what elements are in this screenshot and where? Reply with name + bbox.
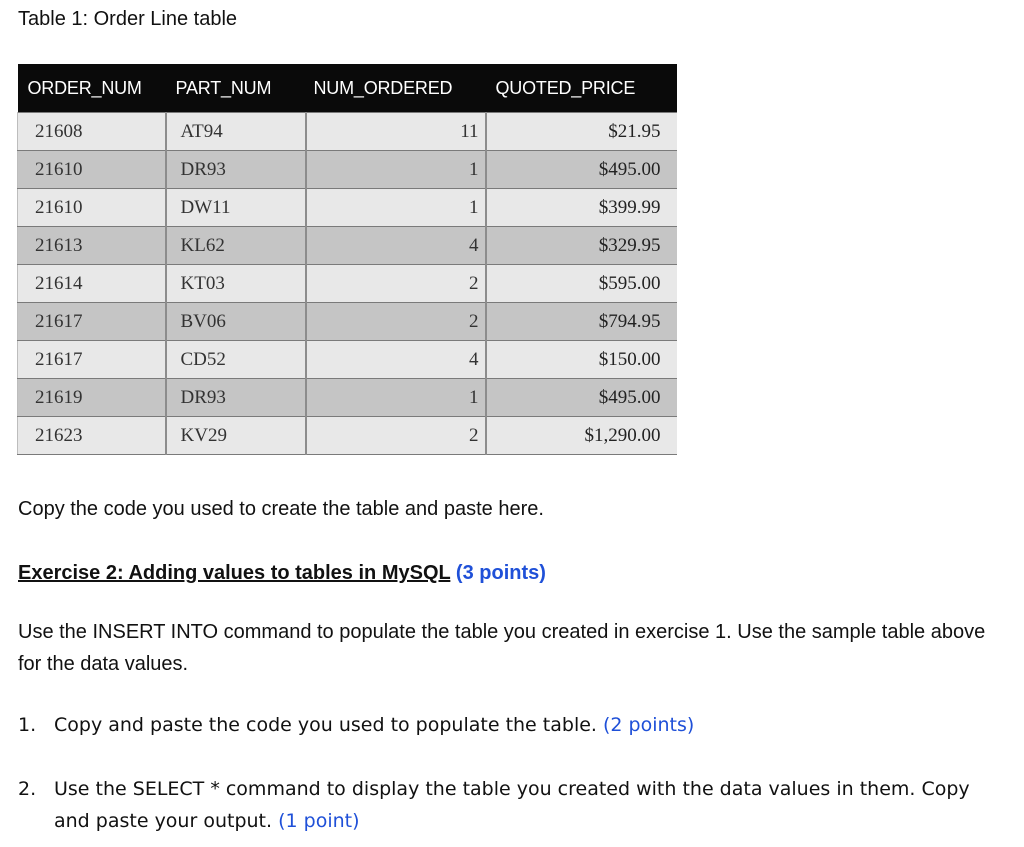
header-num-ordered: NUM_ORDERED xyxy=(306,64,486,113)
cell-num-ordered: 1 xyxy=(306,189,486,227)
table-caption: Table 1: Order Line table xyxy=(18,8,238,30)
cell-part-num: KV29 xyxy=(166,417,306,455)
copy-instruction: Copy the code you used to create the table and paste here. xyxy=(18,498,544,520)
cell-order-num: 21608 xyxy=(18,113,166,151)
table-row xyxy=(18,227,677,265)
list-item xyxy=(18,709,1004,741)
cell-order-num: 21617 xyxy=(18,341,166,379)
list-item-text: Copy and paste the code you used to populate the table. xyxy=(54,714,597,736)
list-item-points: (1 point) xyxy=(278,810,360,832)
cell-num-ordered: 2 xyxy=(306,303,486,341)
table-row xyxy=(18,189,677,227)
cell-order-num: 21623 xyxy=(18,417,166,455)
list-item xyxy=(18,773,1004,837)
cell-quoted-price: $150.00 xyxy=(486,341,677,379)
cell-num-ordered: 4 xyxy=(306,227,486,265)
table-row xyxy=(18,151,677,189)
cell-part-num: KL62 xyxy=(166,227,306,265)
table-row xyxy=(18,341,677,379)
cell-order-num: 21610 xyxy=(18,189,166,227)
exercise-title-text: Exercise 2: Adding values to tables in MySQL xyxy=(18,562,451,584)
table-row xyxy=(18,265,677,303)
header-order-num: ORDER_NUM xyxy=(18,64,166,113)
cell-quoted-price: $399.99 xyxy=(486,189,677,227)
cell-quoted-price: $495.00 xyxy=(486,379,677,417)
cell-quoted-price: $495.00 xyxy=(486,151,677,189)
cell-part-num: DW11 xyxy=(166,189,306,227)
exercise-description: Use the INSERT INTO command to populate the table you created in exercise 1. Use the sample table above for the data values. xyxy=(18,621,986,675)
cell-order-num: 21619 xyxy=(18,379,166,417)
list-item-text: Use the SELECT * command to display the table you created with the data values in them. Copy and paste your output. xyxy=(54,778,970,832)
cell-num-ordered: 11 xyxy=(306,113,486,151)
cell-order-num: 21617 xyxy=(18,303,166,341)
cell-part-num: DR93 xyxy=(166,151,306,189)
header-quoted-price: QUOTED_PRICE xyxy=(486,64,677,113)
cell-order-num: 21610 xyxy=(18,151,166,189)
table-row xyxy=(18,417,677,455)
cell-num-ordered: 4 xyxy=(306,341,486,379)
cell-num-ordered: 2 xyxy=(306,265,486,303)
cell-num-ordered: 2 xyxy=(306,417,486,455)
cell-part-num: KT03 xyxy=(166,265,306,303)
cell-num-ordered: 1 xyxy=(306,379,486,417)
list-item-number: 1. xyxy=(18,714,37,736)
cell-order-num: 21614 xyxy=(18,265,166,303)
table-row xyxy=(18,379,677,417)
list-item-number: 2. xyxy=(18,778,37,800)
cell-quoted-price: $21.95 xyxy=(486,113,677,151)
table-row xyxy=(18,113,677,151)
order-line-table xyxy=(17,64,677,455)
header-part-num: PART_NUM xyxy=(166,64,306,113)
table-row xyxy=(18,303,677,341)
cell-part-num: DR93 xyxy=(166,379,306,417)
exercise-points: (3 points) xyxy=(455,562,546,584)
list-item-points: (2 points) xyxy=(603,714,695,736)
cell-quoted-price: $595.00 xyxy=(486,265,677,303)
cell-quoted-price: $1,290.00 xyxy=(486,417,677,455)
cell-quoted-price: $794.95 xyxy=(486,303,677,341)
cell-order-num: 21613 xyxy=(18,227,166,265)
cell-part-num: AT94 xyxy=(166,113,306,151)
order-line-table-container xyxy=(17,64,676,455)
cell-part-num: BV06 xyxy=(166,303,306,341)
cell-num-ordered: 1 xyxy=(306,151,486,189)
cell-quoted-price: $329.95 xyxy=(486,227,677,265)
table-header-row xyxy=(18,64,677,113)
cell-part-num: CD52 xyxy=(166,341,306,379)
exercise-title xyxy=(18,562,546,585)
